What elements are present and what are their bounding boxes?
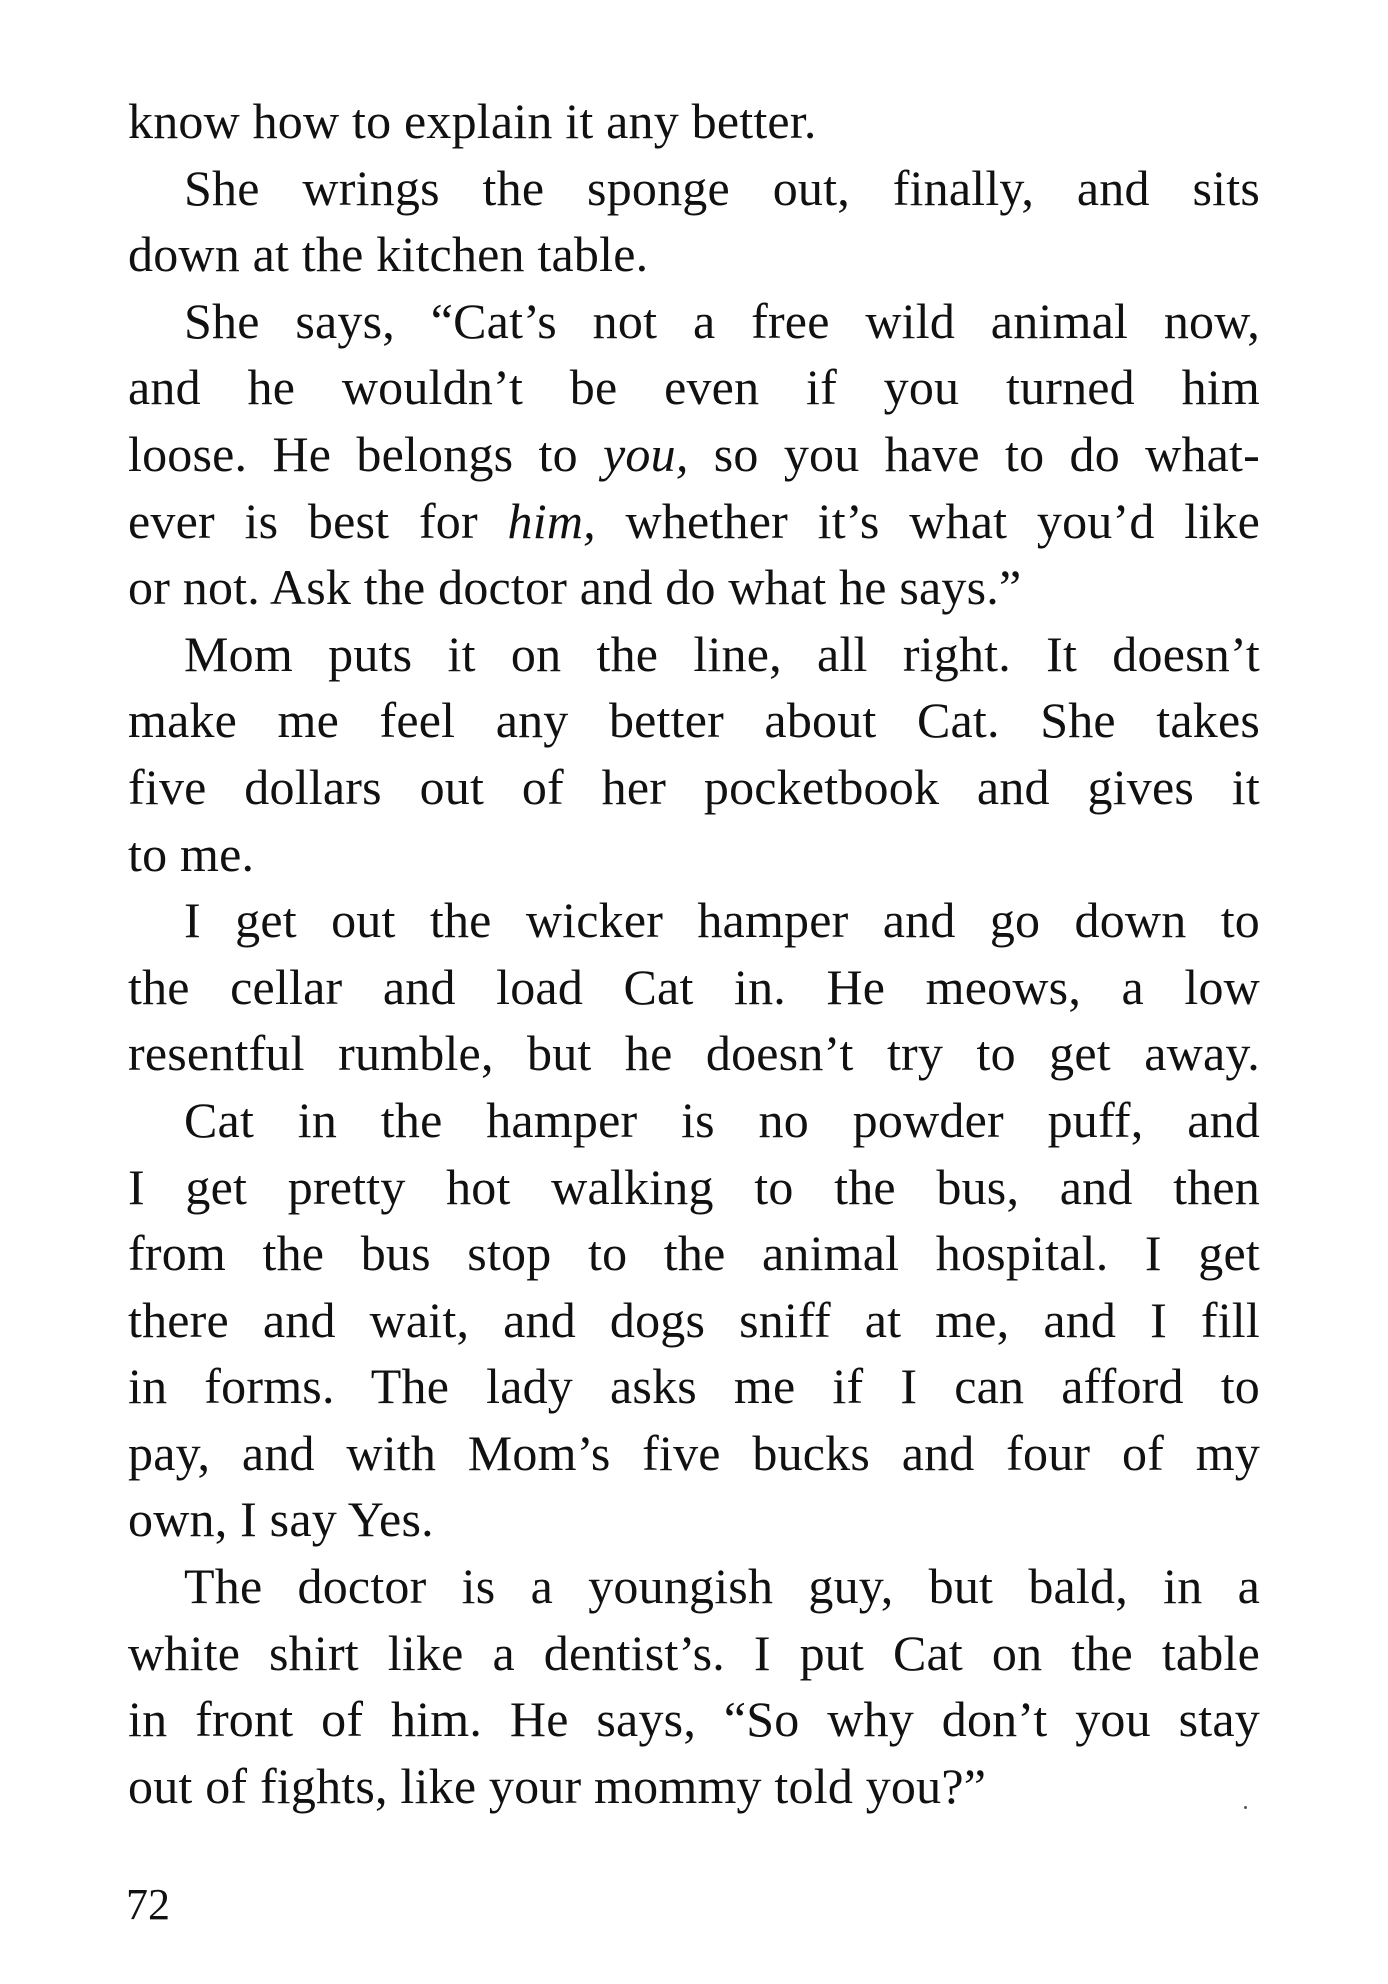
text-line: in forms. The lady asks me if I can afford to: [128, 1358, 1260, 1415]
paper-speck: [1244, 1806, 1247, 1809]
text-line: in front of him. He says, “So why don’t you stay: [128, 1691, 1260, 1748]
italic-emphasis: you,: [603, 425, 689, 482]
text-line: make me feel any better about Cat. She takes: [128, 692, 1260, 749]
text-line: down at the kitchen table.: [128, 226, 649, 283]
text-line: or not. Ask the doctor and do what he says.”: [128, 559, 1022, 616]
text-line: the cellar and load Cat in. He meows, a low: [128, 958, 1260, 1015]
text-line: She says, “Cat’s not a free wild animal now,: [184, 292, 1260, 349]
text-run: whether it’s what you’d like: [595, 492, 1260, 549]
text-line: [128, 421, 1260, 488]
text-line: know how to explain it any better.: [128, 93, 817, 149]
body-text: [128, 88, 1260, 1819]
text-line: I get out the wicker hamper and go down to: [184, 892, 1260, 949]
text-line: there and wait, and dogs sniff at me, and I fill: [128, 1291, 1260, 1348]
text-line: I get pretty hot walking to the bus, and then: [128, 1158, 1260, 1215]
text-run: so you have to do what-: [688, 425, 1260, 482]
text-line: own, I say Yes.: [128, 1491, 434, 1548]
text-run: ever is best for: [128, 492, 508, 549]
text-line: The doctor is a youngish guy, but bald, in a: [184, 1558, 1260, 1615]
text-line: five dollars out of her pocketbook and gives it: [128, 758, 1260, 815]
text-line: white shirt like a dentist’s. I put Cat on the table: [128, 1624, 1260, 1681]
text-line: from the bus stop to the animal hospital. I get: [128, 1225, 1260, 1282]
text-line: out of fights, like your mommy told you?”: [128, 1757, 987, 1814]
text-line: and he wouldn’t be even if you turned him: [128, 359, 1260, 416]
text-line: Mom puts it on the line, all right. It doesn’t: [184, 625, 1260, 682]
text-line: pay, and with Mom’s five bucks and four of my: [128, 1424, 1260, 1481]
text-line: Cat in the hamper is no powder puff, and: [184, 1091, 1260, 1148]
italic-emphasis: him,: [507, 492, 596, 549]
text-run: loose. He belongs to: [128, 425, 604, 482]
text-line: [128, 488, 1260, 555]
text-line: to me.: [128, 825, 255, 882]
text-line: She wrings the sponge out, finally, and sits: [184, 159, 1260, 216]
page-number: 72: [126, 1880, 170, 1929]
text-line: resentful rumble, but he doesn’t try to get away.: [128, 1025, 1260, 1082]
